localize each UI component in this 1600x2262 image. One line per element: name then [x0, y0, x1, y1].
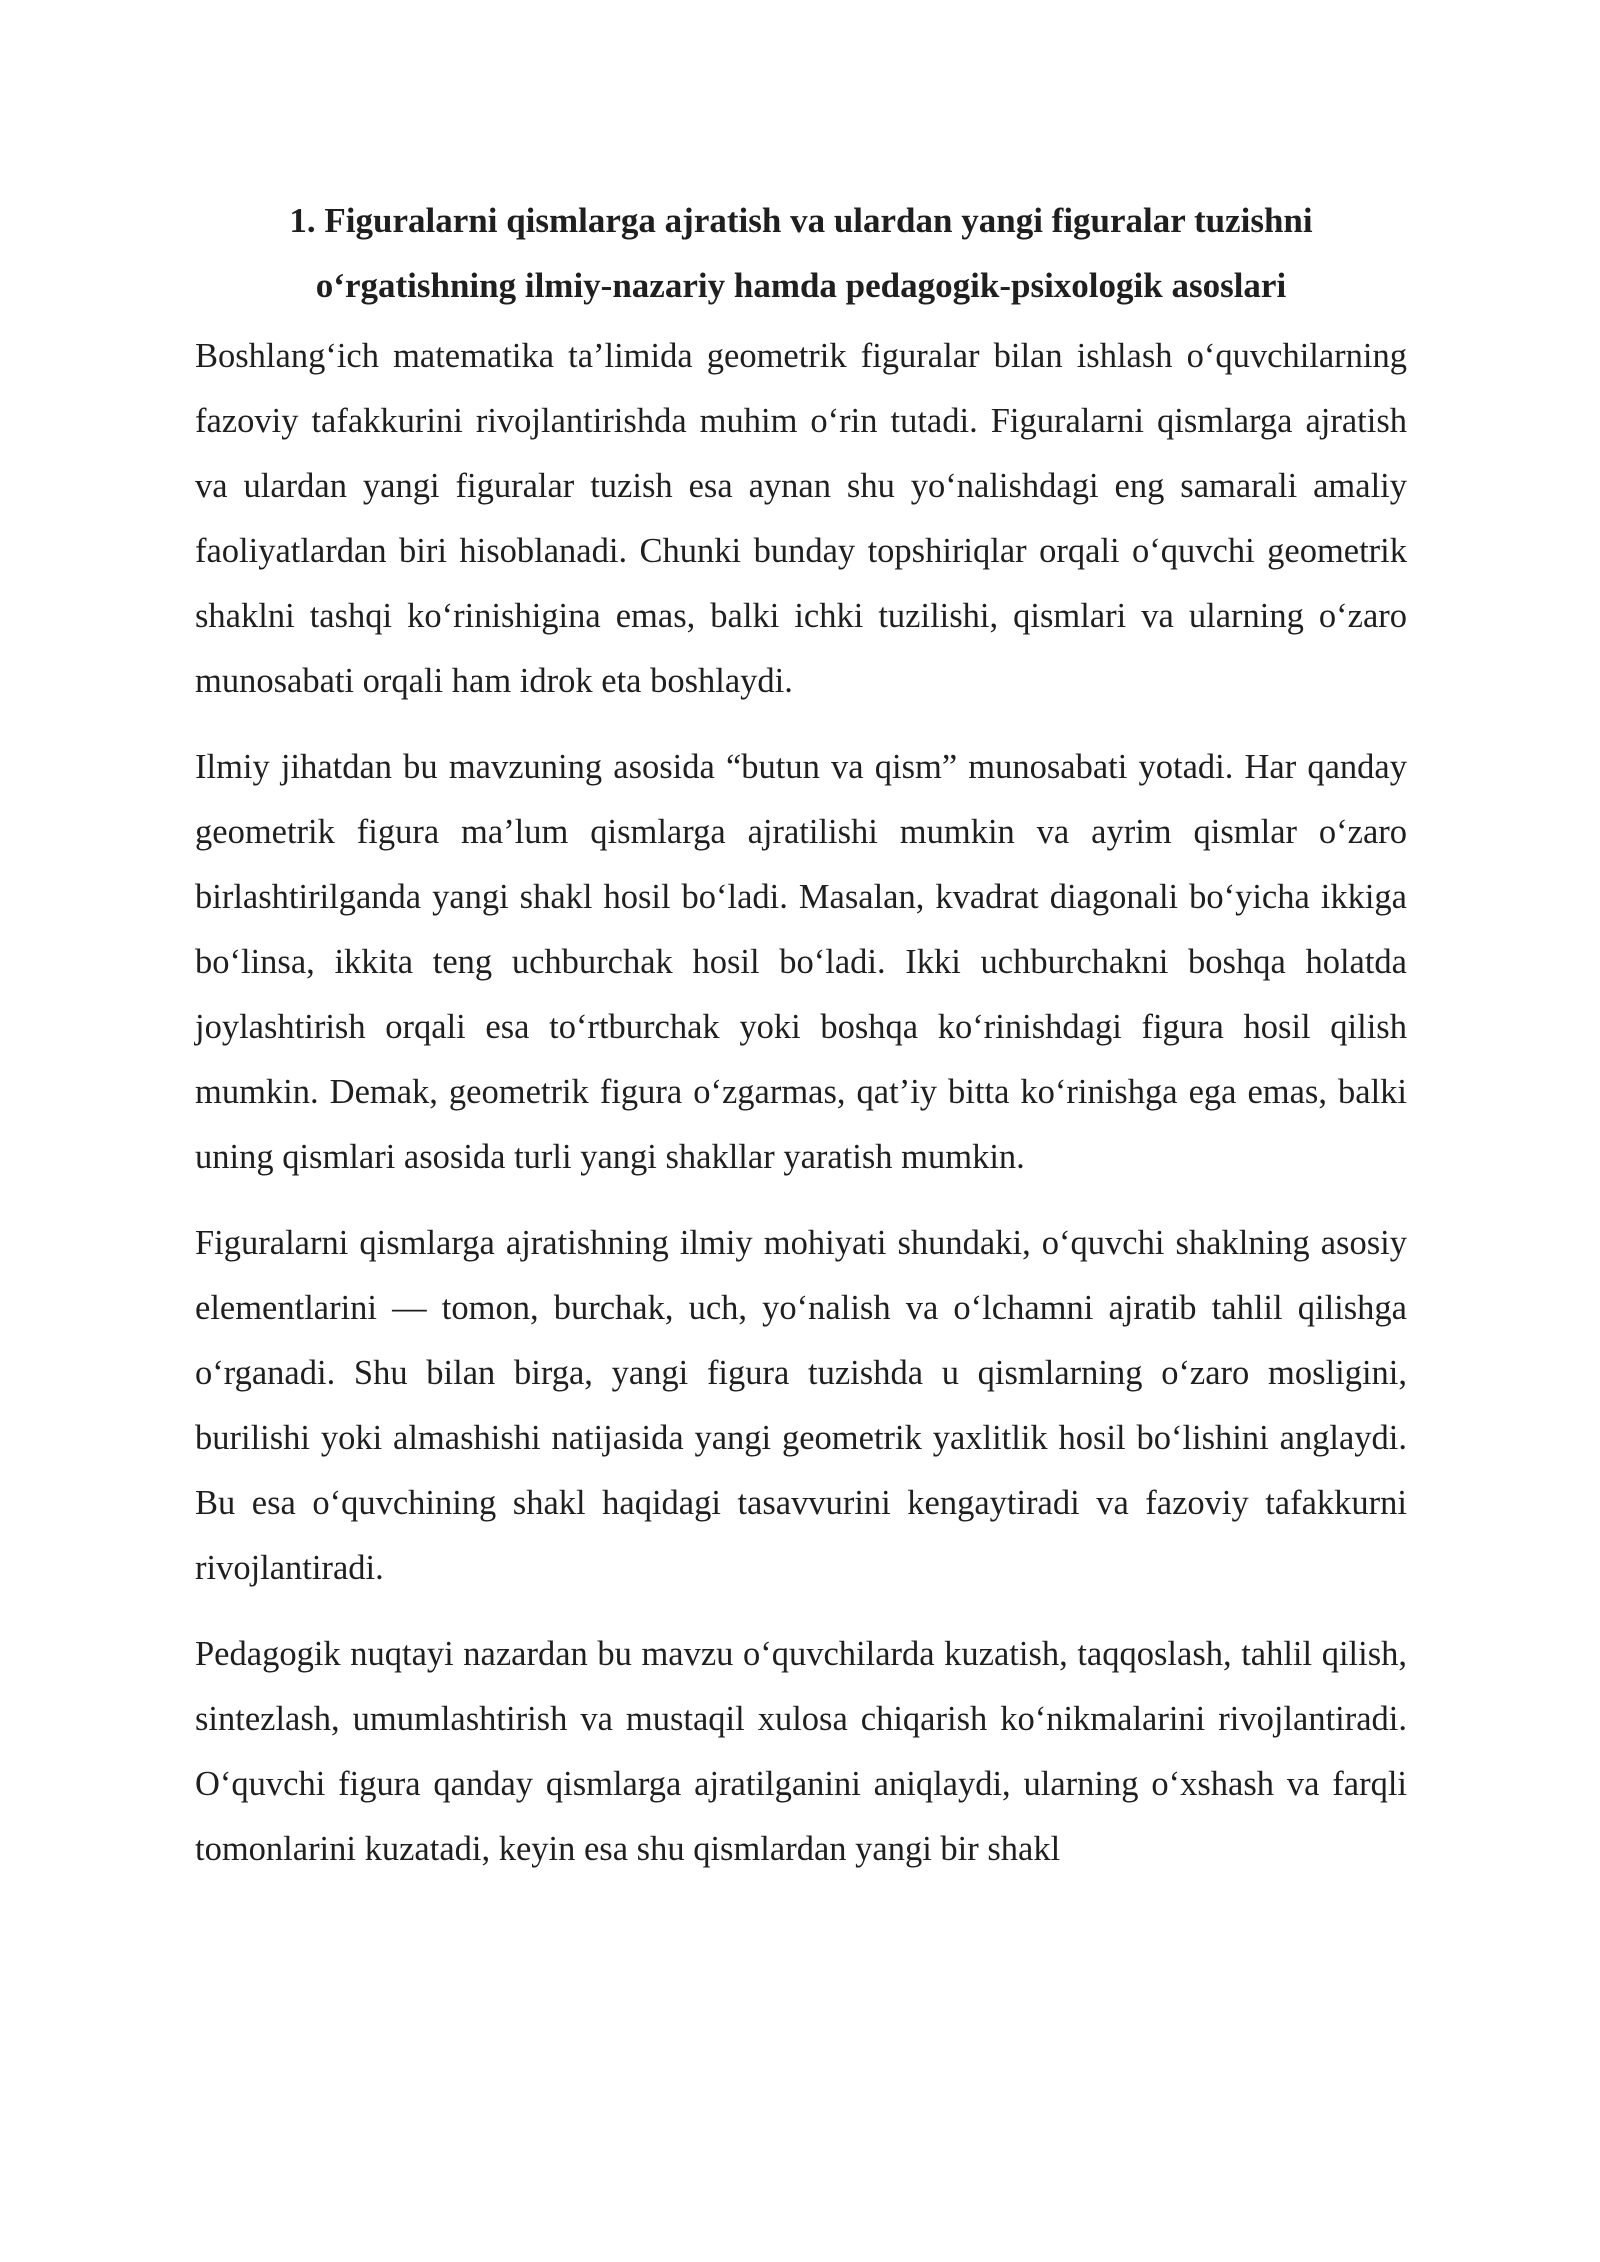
paragraph-3: Figuralarni qismlarga ajratishning ilmiy mohiyati shundaki, o‘quvchi shaklning asosiy elementlarini — tomon, burchak, uch, yo‘nalish va o‘lchamni ajratib tahlil qilishga o‘rganadi. Shu bilan birga, yangi figura tuzishda u qismlarning o‘zaro mosligini, burilishi yoki almashishi natijasida yangi geometrik yaxlitlik hosil bo‘lishini anglaydi. Bu esa o‘quvchining shakl haqidagi tasavvurini kengaytiradi va fazoviy tafakkurni rivojlantiradi.: [195, 1224, 1407, 1587]
section-heading: 1. Figuralarni qismlarga ajratish va ulardan yangi figuralar tuzishni o‘rgatishning ilmiy-nazariy hamda pedagogik-psixologik asoslari: [289, 201, 1313, 305]
paragraph-4: Pedagogik nuqtayi nazardan bu mavzu o‘quvchilarda kuzatish, taqqoslash, tahlil qilish, sintezlash, umumlashtirish va mustaqil xulosa chiqarish ko‘nikmalarini rivojlantiradi. O‘quvchi figura qanday qismlarga ajratilganini aniqlaydi, ularning o‘xshash va farqli tomonlarini kuzatadi, keyin esa shu qismlardan yangi bir shakl: [195, 1635, 1407, 1868]
paragraph-1: Boshlang‘ich matematika ta’limida geometrik figuralar bilan ishlash o‘quvchilarning fazoviy tafakkurini rivojlantirishda muhim o‘rin tutadi. Figuralarni qismlarga ajratish va ulardan yangi figuralar tuzish esa aynan shu yo‘nalishdagi eng samarali amaliy faoliyatlardan biri hisoblanadi. Chunki bunday topshiriqlar orqali o‘quvchi geometrik shaklni tashqi ko‘rinishigina emas, balki ichki tuzilishi, qismlari va ularning o‘zaro munosabati orqali ham idrok eta boshlaydi.: [195, 337, 1407, 700]
paragraph-2: Ilmiy jihatdan bu mavzuning asosida “butun va qism” munosabati yotadi. Har qanday geometrik figura ma’lum qismlarga ajratilishi mumkin va ayrim qismlar o‘zaro birlashtirilganda yangi shakl hosil bo‘ladi. Masalan, kvadrat diagonali bo‘yicha ikkiga bo‘linsa, ikkita teng uchburchak hosil bo‘ladi. Ikki uchburchakni boshqa holatda joylashtirish orqali esa to‘rtburchak yoki boshqa ko‘rinishdagi figura hosil qilish mumkin. Demak, geometrik figura o‘zgarmas, qat’iy bitta ko‘rinishga ega emas, balki uning qismlari asosida turli yangi shakllar yaratish mumkin.: [195, 748, 1407, 1176]
document-body: [195, 188, 1407, 1903]
